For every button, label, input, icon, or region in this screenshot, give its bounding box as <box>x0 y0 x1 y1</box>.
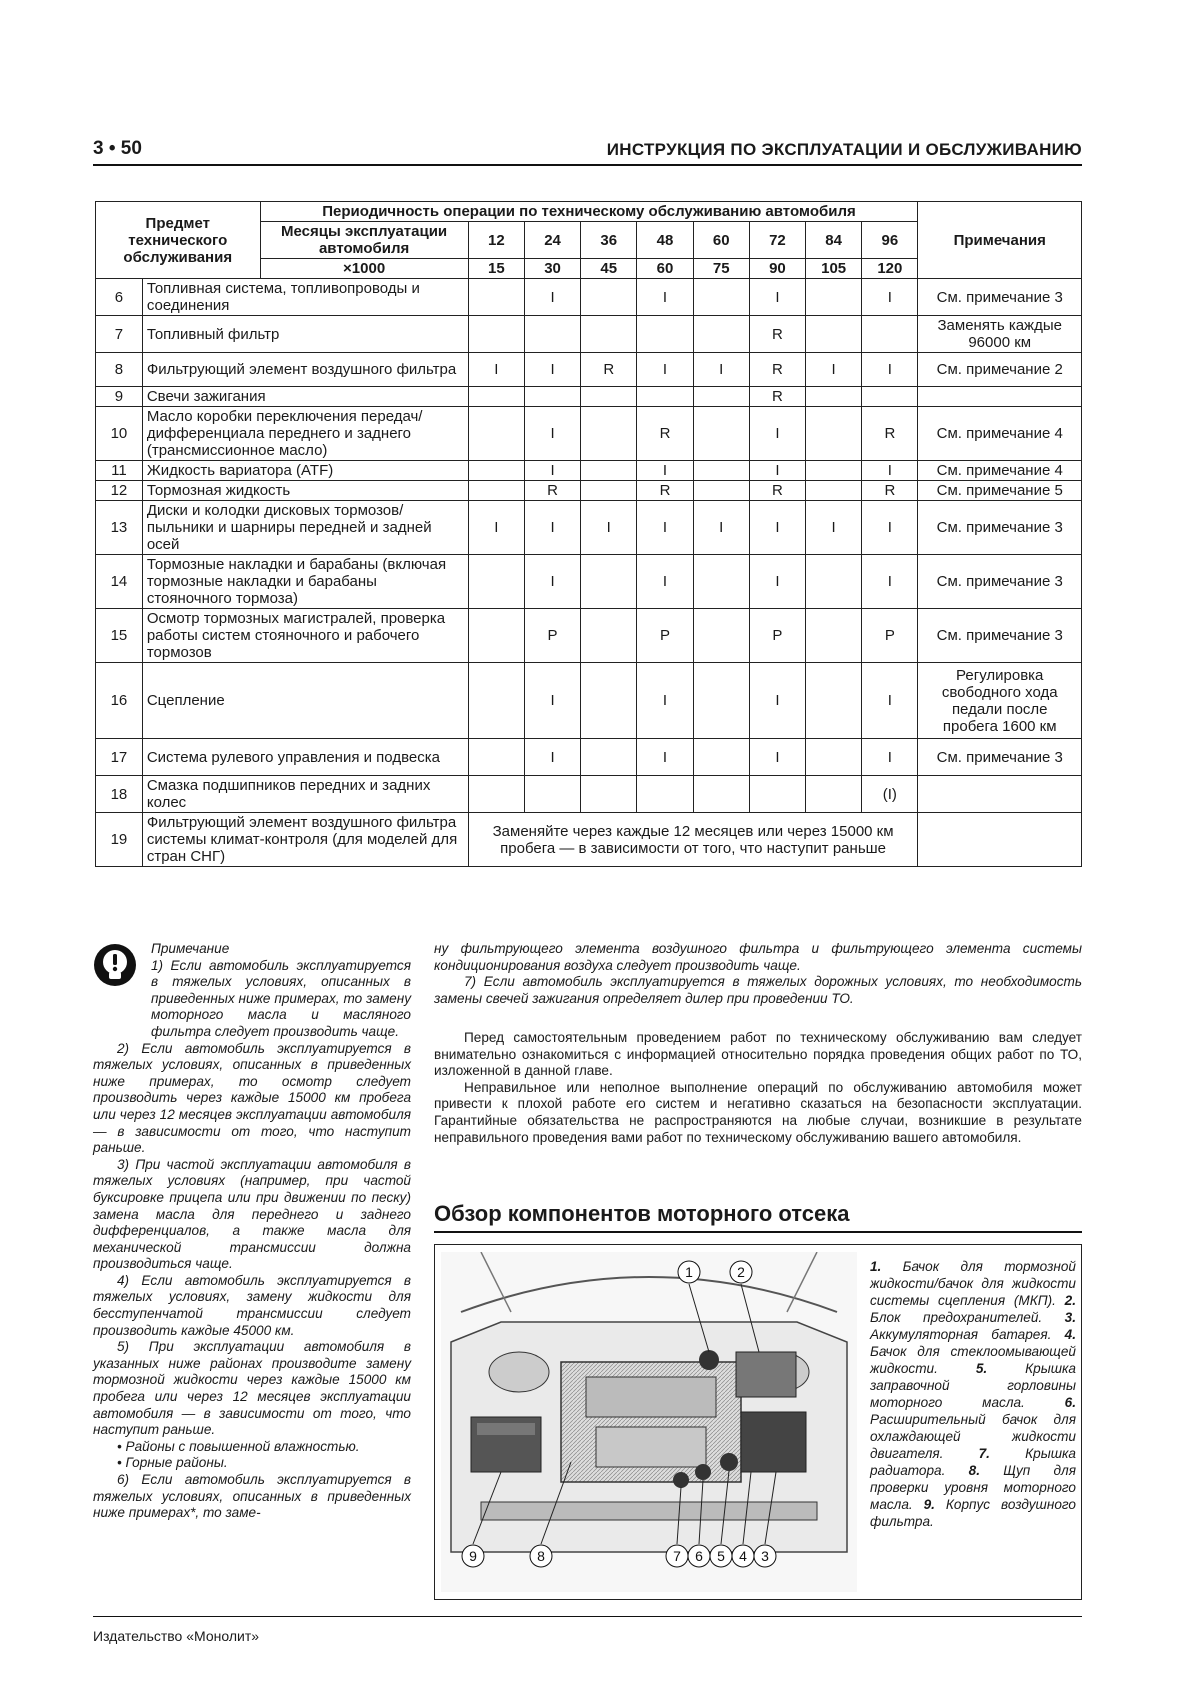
caption-text: Крышка заправочной горловины моторного масла. <box>870 1361 1076 1410</box>
caption-text: Блок предохранителей. <box>870 1310 1043 1325</box>
interval-cell: I <box>637 555 693 609</box>
table-row <box>96 316 1082 353</box>
interval-cell <box>862 387 918 407</box>
interval-cell <box>581 555 637 609</box>
interval-cell: I <box>581 501 637 555</box>
row-item: Масло коробки переключения передач/ дифференциала переднего и заднего (трансмиссионное масло) <box>142 407 468 461</box>
row-item: Тормозная жидкость <box>142 481 468 501</box>
interval-cell: I <box>862 279 918 316</box>
table-row <box>96 387 1082 407</box>
note-2: 2) Если автомобиль эксплуатируется в тяжелых условиях, описанных в приведенных ниже примерах, то осмотр следует производить через каждые 15000 км пробега или через 12 месяцев эксплуатации автомобиля — в зависимости от того, что наступит раньше. <box>93 1040 411 1156</box>
interval-cell: (I) <box>862 776 918 813</box>
page-number: 3 • 50 <box>93 138 142 159</box>
header-divider <box>93 164 1082 166</box>
interval-cell <box>524 387 580 407</box>
interval-cell <box>693 776 749 813</box>
interval-cell: I <box>637 663 693 739</box>
table-row <box>96 353 1082 387</box>
section-title: ИНСТРУКЦИЯ ПО ЭКСПЛУАТАЦИИ И ОБСЛУЖИВАНИЮ <box>606 140 1082 159</box>
subject-header: Предмет технического обслуживания <box>96 202 261 279</box>
maintenance-table <box>95 201 1082 867</box>
caption-number: 2. <box>1064 1293 1076 1308</box>
interval-cell: I <box>749 461 805 481</box>
table-row <box>96 663 1082 739</box>
interval-cell <box>581 279 637 316</box>
interval-cell: I <box>806 501 862 555</box>
interval-cell: I <box>862 501 918 555</box>
interval-cell <box>806 555 862 609</box>
month-cell: 60 <box>693 222 749 259</box>
km-cell: 105 <box>806 259 862 279</box>
interval-cell <box>693 316 749 353</box>
interval-cell: P <box>862 609 918 663</box>
caption-number: 9. <box>923 1497 935 1512</box>
row-note: См. примечание 4 <box>918 407 1082 461</box>
table-row <box>96 481 1082 501</box>
notes-title: Примечание <box>151 941 230 956</box>
row-merged-note: Заменяйте через каждые 12 месяцев или через 15000 км пробега — в зависимости от того, что наступит раньше <box>468 813 918 867</box>
note-6: 6) Если автомобиль эксплуатируется в тяжелых условиях, описанных в приведенных ниже примерах*, то заме- <box>93 1472 411 1521</box>
callout-7-label: 7 <box>673 1548 681 1564</box>
note-6-continuation: ну фильтрующего элемента воздушного фильтра и фильтрующего элемента системы кондиционирования воздуха следует производить чаще. <box>434 941 1082 973</box>
table-row <box>96 501 1082 555</box>
interval-cell: P <box>524 609 580 663</box>
interval-cell: I <box>637 461 693 481</box>
row-item: Осмотр тормозных магистралей, проверка работы систем стояночного и рабочего тормозов <box>142 609 468 663</box>
interval-cell: I <box>524 663 580 739</box>
caption-text: Корпус воздушного фильтра. <box>870 1497 1076 1529</box>
row-item: Топливная система, топливопроводы и соединения <box>142 279 468 316</box>
row-number: 10 <box>96 407 143 461</box>
row-number: 7 <box>96 316 143 353</box>
row-note: См. примечание 2 <box>918 353 1082 387</box>
interval-cell <box>468 776 524 813</box>
row-note <box>918 813 1082 867</box>
table-row <box>96 407 1082 461</box>
interval-cell: I <box>637 501 693 555</box>
table-row <box>96 609 1082 663</box>
km-cell: 30 <box>524 259 580 279</box>
row-item: Смазка подшипников передних и задних колес <box>142 776 468 813</box>
interval-cell: I <box>524 461 580 481</box>
note-7: 7) Если автомобиль эксплуатируется в тяжелых дорожных условиях, то необходимость замены свечей зажигания определяет дилер при проведении ТО. <box>434 974 1082 1006</box>
interval-cell <box>468 387 524 407</box>
row-note: См. примечание 5 <box>918 481 1082 501</box>
callout-4-label: 4 <box>739 1548 747 1564</box>
notes-continuation <box>434 941 1082 1007</box>
row-number: 14 <box>96 555 143 609</box>
callout-3-label: 3 <box>761 1548 769 1564</box>
km-cell: 75 <box>693 259 749 279</box>
callout-1-label: 1 <box>685 1264 693 1280</box>
interval-cell <box>806 387 862 407</box>
interval-cell: R <box>637 481 693 501</box>
interval-cell <box>468 555 524 609</box>
month-cell: 36 <box>581 222 637 259</box>
row-note: Регулировка свободного хода педали после пробега 1600 км <box>918 663 1082 739</box>
interval-cell <box>693 481 749 501</box>
interval-cell: I <box>524 279 580 316</box>
interval-cell: I <box>862 739 918 776</box>
notes-column <box>93 941 411 1522</box>
caption-text: Бачок для тормозной жидкости/бачок для жидкости системы сцепления (МКП). <box>870 1259 1076 1308</box>
month-cell: 24 <box>524 222 580 259</box>
engine-section-title: Обзор компонентов моторного отсека <box>434 1201 850 1226</box>
row-note <box>918 776 1082 813</box>
row-item: Фильтрующий элемент воздушного фильтра <box>142 353 468 387</box>
note-bullet-2: • Горные районы. <box>117 1455 228 1471</box>
interval-cell <box>581 739 637 776</box>
interval-cell: I <box>468 501 524 555</box>
notes-header: Примечания <box>918 202 1082 279</box>
interval-cell <box>468 316 524 353</box>
interval-cell <box>693 279 749 316</box>
table-row <box>96 555 1082 609</box>
figure-caption <box>870 1258 1076 1530</box>
interval-cell: I <box>524 353 580 387</box>
interval-cell: I <box>524 407 580 461</box>
paragraph-2: Неправильное или неполное выполнение операций по обслуживанию автомобиля может привести к плохой работе его систем и негативно сказаться на безопасности эксплуатации. Гарантийные обязательства не распространяются на любые случаи, возникшие в результате неправильного проведения вами работ по техническому обслуживанию вашего автомобиля. <box>434 1079 1082 1145</box>
interval-cell <box>693 555 749 609</box>
interval-cell: I <box>749 555 805 609</box>
interval-cell <box>693 387 749 407</box>
interval-cell <box>581 663 637 739</box>
interval-cell: R <box>862 481 918 501</box>
row-note: См. примечание 4 <box>918 461 1082 481</box>
row-item: Фильтрующий элемент воздушного фильтра системы климат-контроля (для моделей для стран СНГ) <box>142 813 468 867</box>
interval-cell <box>581 609 637 663</box>
period-header: Периодичность операции по техническому обслуживанию автомобиля <box>260 202 918 222</box>
interval-cell: I <box>862 353 918 387</box>
interval-cell <box>581 481 637 501</box>
km-label: ×1000 <box>260 259 468 279</box>
table-row <box>96 776 1082 813</box>
row-number: 16 <box>96 663 143 739</box>
interval-cell: I <box>637 353 693 387</box>
months-label: Месяцы эксплуатации автомобиля <box>260 222 468 259</box>
note-4: 4) Если автомобиль эксплуатируется в тяжелых условиях, замену жидкости для бесступенчатой трансмиссии следует производить каждые 45000 км. <box>93 1272 411 1338</box>
interval-cell: P <box>637 609 693 663</box>
month-cell: 12 <box>468 222 524 259</box>
callout-2-label: 2 <box>737 1264 745 1280</box>
interval-cell: R <box>749 481 805 501</box>
interval-cell: I <box>693 501 749 555</box>
interval-cell: R <box>637 407 693 461</box>
interval-cell <box>468 279 524 316</box>
interval-cell <box>806 407 862 461</box>
row-note: См. примечание 3 <box>918 279 1082 316</box>
interval-cell: I <box>749 739 805 776</box>
interval-cell: I <box>749 663 805 739</box>
km-cell: 120 <box>862 259 918 279</box>
row-note <box>918 387 1082 407</box>
note-5: 5) При эксплуатации автомобиля в указанных ниже районах производите замену тормозной жидкости через каждые 15000 км пробега или через 12 месяцев эксплуатации автомобиля — в зависимости от того, что наступит раньше. <box>93 1339 411 1438</box>
row-number: 15 <box>96 609 143 663</box>
callout-6-label: 6 <box>695 1548 703 1564</box>
interval-cell <box>806 461 862 481</box>
interval-cell <box>524 776 580 813</box>
interval-cell <box>581 407 637 461</box>
km-cell: 60 <box>637 259 693 279</box>
month-cell: 96 <box>862 222 918 259</box>
table-row <box>96 279 1082 316</box>
table-row <box>96 813 1082 867</box>
callout-9-label: 9 <box>469 1548 477 1564</box>
interval-cell: I <box>749 501 805 555</box>
interval-cell <box>468 461 524 481</box>
interval-cell: I <box>693 353 749 387</box>
row-note: См. примечание 3 <box>918 739 1082 776</box>
km-cell: 45 <box>581 259 637 279</box>
interval-cell <box>581 776 637 813</box>
caption-text: Крышка радиатора. <box>870 1446 1076 1478</box>
caption-number: 5. <box>975 1361 988 1376</box>
paragraph-1: Перед самостоятельным проведением работ по техническому обслуживанию вам следует внимательно ознакомиться с информацией относительно порядка проведения общих работ по ТО, изложенной в данной главе. <box>434 1030 1082 1079</box>
interval-cell <box>581 316 637 353</box>
row-number: 18 <box>96 776 143 813</box>
month-cell: 48 <box>637 222 693 259</box>
interval-cell <box>468 663 524 739</box>
note-bullet-1: • Районы с повышенной влажностью. <box>117 1438 360 1454</box>
interval-cell: R <box>862 407 918 461</box>
interval-cell <box>693 609 749 663</box>
interval-cell: R <box>581 353 637 387</box>
interval-cell: I <box>637 279 693 316</box>
interval-cell: P <box>749 609 805 663</box>
interval-cell: R <box>749 353 805 387</box>
row-item: Система рулевого управления и подвеска <box>142 739 468 776</box>
interval-cell <box>637 387 693 407</box>
interval-cell: I <box>862 555 918 609</box>
interval-cell <box>806 481 862 501</box>
publisher: Издательство «Монолит» <box>93 1628 260 1644</box>
row-number: 8 <box>96 353 143 387</box>
interval-cell <box>693 407 749 461</box>
row-item: Диски и колодки дисковых тормозов/ пыльники и шарниры передней и задней осей <box>142 501 468 555</box>
interval-cell <box>693 461 749 481</box>
callout-5-label: 5 <box>717 1548 725 1564</box>
interval-cell <box>806 663 862 739</box>
note-3: 3) При частой эксплуатации автомобиля в тяжелых условиях (например, при частой буксировке прицепа или при движении по песку) замена масла для переднего и заднего дифференциалов, а также масла для механической трансмиссии должна производиться чаще. <box>93 1156 411 1272</box>
caption-number: 8. <box>968 1463 981 1478</box>
interval-cell: I <box>806 353 862 387</box>
table-row <box>96 461 1082 481</box>
interval-cell <box>581 461 637 481</box>
interval-cell <box>468 407 524 461</box>
table-row <box>96 739 1082 776</box>
row-item: Свечи зажигания <box>142 387 468 407</box>
interval-cell <box>581 387 637 407</box>
interval-cell: R <box>749 387 805 407</box>
row-number: 13 <box>96 501 143 555</box>
interval-cell: I <box>862 663 918 739</box>
interval-cell <box>806 776 862 813</box>
row-note: См. примечание 3 <box>918 501 1082 555</box>
interval-cell: I <box>468 353 524 387</box>
interval-cell <box>468 609 524 663</box>
caption-number: 4. <box>1064 1327 1076 1342</box>
interval-cell: R <box>749 316 805 353</box>
interval-cell <box>693 739 749 776</box>
month-cell: 72 <box>749 222 805 259</box>
caption-number: 3. <box>1064 1310 1077 1325</box>
interval-cell: I <box>524 555 580 609</box>
interval-cell <box>806 279 862 316</box>
caption-text: Бачок для стеклоомывающей жидкости. <box>870 1344 1076 1376</box>
row-number: 11 <box>96 461 143 481</box>
interval-cell <box>749 776 805 813</box>
caption-text: Щуп для проверки уровня моторного масла. <box>870 1463 1076 1512</box>
row-note: См. примечание 3 <box>918 609 1082 663</box>
row-note: Заменять каждые 96000 км <box>918 316 1082 353</box>
section-divider <box>434 1231 1082 1233</box>
engine-bay-illustration <box>441 1252 857 1592</box>
interval-cell: I <box>524 501 580 555</box>
caption-number: 7. <box>978 1446 990 1461</box>
interval-cell <box>524 316 580 353</box>
interval-cell <box>806 316 862 353</box>
row-number: 19 <box>96 813 143 867</box>
interval-cell <box>806 739 862 776</box>
caption-number: 6. <box>1064 1395 1076 1410</box>
interval-cell <box>806 609 862 663</box>
interval-cell <box>468 481 524 501</box>
interval-cell: I <box>524 739 580 776</box>
row-item: Топливный фильтр <box>142 316 468 353</box>
interval-cell <box>637 776 693 813</box>
interval-cell: I <box>749 407 805 461</box>
note-1: 1) Если автомобиль эксплуатируется в тяжелых условиях, описанных в приведенных ниже примерах, то замену моторного масла и масляного фильтра следует производить чаще. <box>151 957 411 1039</box>
interval-cell: I <box>749 279 805 316</box>
km-cell: 90 <box>749 259 805 279</box>
caption-text: Расширительный бачок для охлаждающей жидкости двигателя. <box>870 1412 1076 1461</box>
footer-divider <box>93 1616 1082 1617</box>
row-number: 9 <box>96 387 143 407</box>
row-number: 17 <box>96 739 143 776</box>
interval-cell: I <box>862 461 918 481</box>
row-item: Жидкость вариатора (ATF) <box>142 461 468 481</box>
interval-cell: I <box>637 739 693 776</box>
caption-number: 1. <box>870 1259 882 1274</box>
interval-cell <box>637 316 693 353</box>
caption-text: Аккумуляторная батарея. <box>870 1327 1052 1342</box>
interval-cell <box>468 739 524 776</box>
row-number: 6 <box>96 279 143 316</box>
interval-cell: R <box>524 481 580 501</box>
km-cell: 15 <box>468 259 524 279</box>
row-note: См. примечание 3 <box>918 555 1082 609</box>
interval-cell <box>862 316 918 353</box>
intro-text <box>434 1030 1082 1146</box>
month-cell: 84 <box>806 222 862 259</box>
interval-cell <box>693 663 749 739</box>
row-item: Тормозные накладки и барабаны (включая тормозные накладки и барабаны стояночного тормоза) <box>142 555 468 609</box>
callout-8-label: 8 <box>537 1548 545 1564</box>
row-number: 12 <box>96 481 143 501</box>
row-item: Сцепление <box>142 663 468 739</box>
